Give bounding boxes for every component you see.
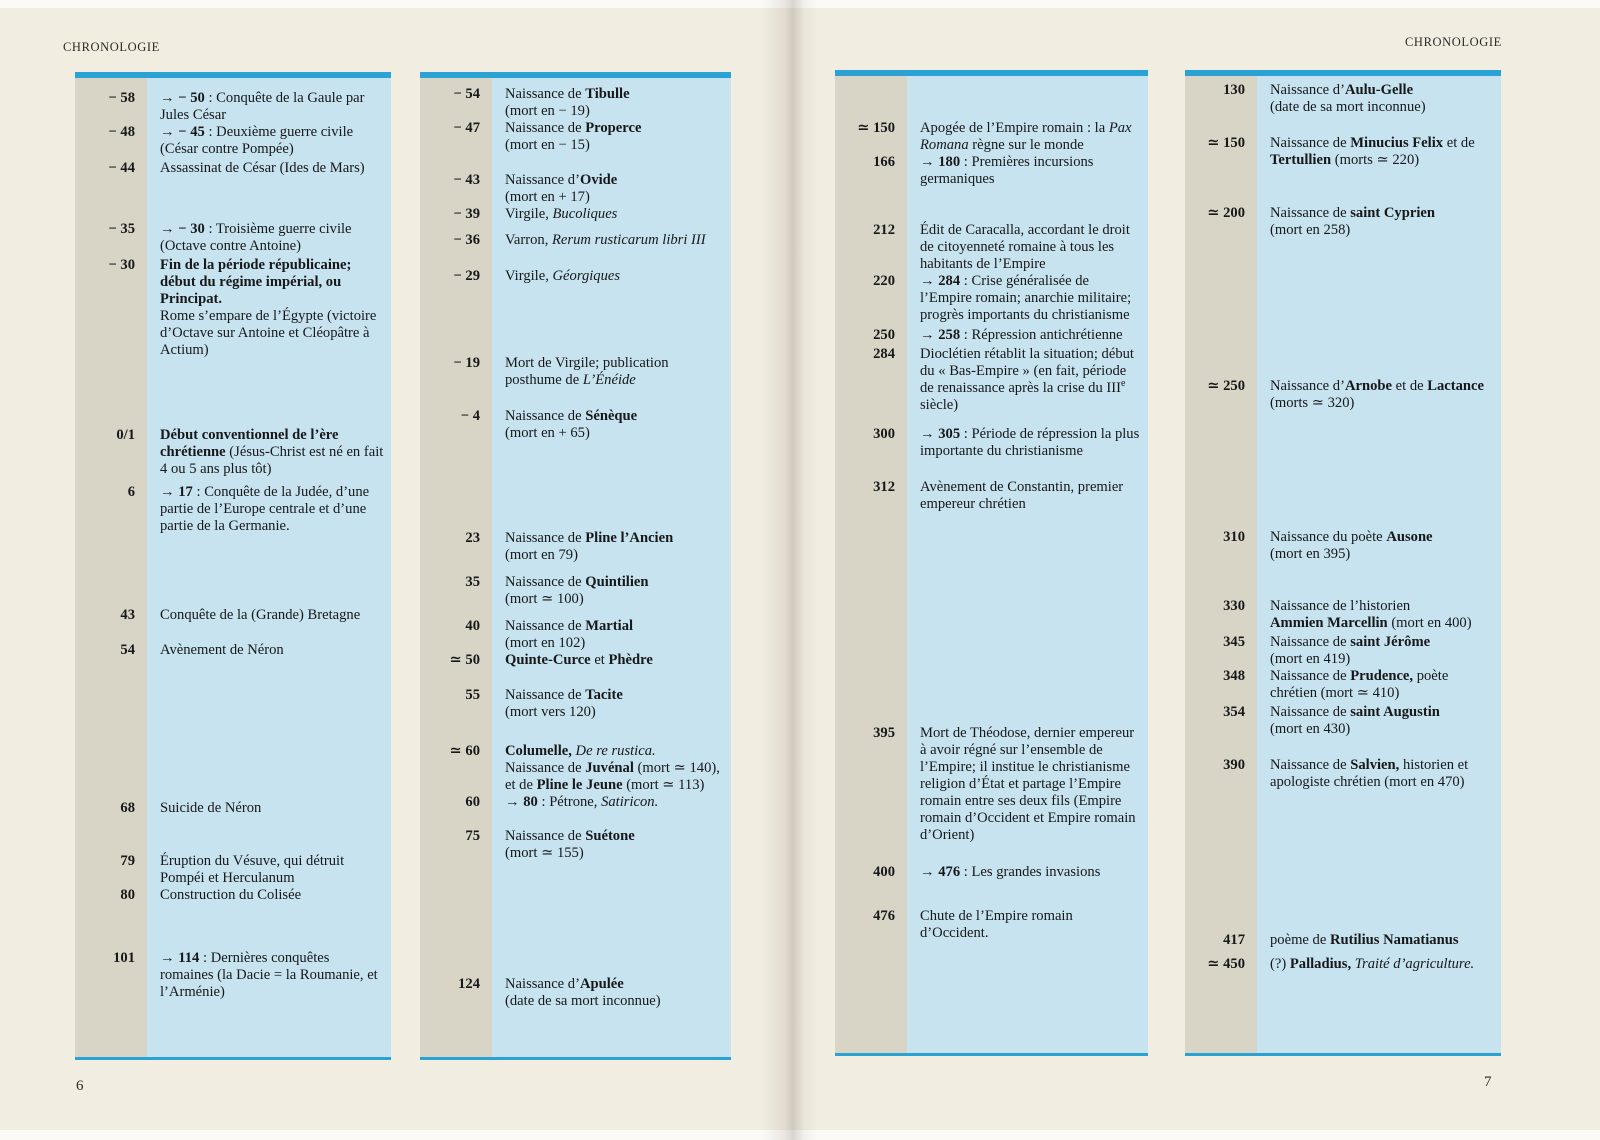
timeline-column-2 (420, 72, 731, 1060)
entry-date: ≃ 450 (1207, 956, 1245, 972)
entry-text: Naissance de Pline l’Ancien (mort en 79) (505, 530, 674, 563)
entry-text: Avènement de Néron (160, 642, 284, 658)
timeline-entry (420, 794, 731, 811)
timeline-entry (420, 618, 731, 652)
timeline-entry (1185, 529, 1501, 563)
timeline-entry (835, 273, 1148, 324)
timeline-entry (1185, 757, 1501, 791)
timeline-entry (835, 327, 1148, 344)
page-fold-shadow (762, 0, 818, 1140)
timeline-entry (1185, 956, 1501, 973)
timeline-entry (420, 743, 731, 794)
entry-date: − 43 (453, 172, 480, 188)
timeline-entry (835, 725, 1148, 844)
timeline-entry (75, 427, 391, 478)
entry-text: Varron, Rerum rusticarum libri III (505, 232, 706, 248)
entry-date: 130 (1223, 82, 1245, 98)
entry-date: 417 (1223, 932, 1245, 948)
timeline-entry (835, 222, 1148, 273)
entry-text: → 80 : Pétrone, Satiricon. (505, 794, 659, 810)
entry-text: Virgile, Géorgiques (505, 268, 621, 284)
entry-text: → 284 : Crise généralisée de l’Empire romain; anarchie militaire; progrès importants du christianisme (920, 273, 1132, 323)
timeline-entry (835, 346, 1148, 414)
entry-date: − 36 (453, 232, 480, 248)
entry-date: 80 (120, 887, 135, 903)
entry-text: → 476 : Les grandes invasions (920, 864, 1101, 880)
entry-text: Édit de Caracalla, accordant le droit de citoyenneté romaine à tous les habitants de l’Empire (920, 222, 1130, 272)
entry-date: 476 (873, 908, 895, 924)
timeline-entry (75, 642, 391, 659)
entry-text: Suicide de Néron (160, 800, 262, 816)
timeline-entry (1185, 668, 1501, 702)
entry-text: Assassinat de César (Ides de Mars) (160, 160, 365, 176)
entry-date: ≃ 200 (1207, 205, 1245, 221)
entry-date: 101 (113, 950, 135, 966)
timeline-entry (1185, 932, 1501, 949)
entry-text: Naissance de l’historien Ammien Marcellin (mort en 400) (1270, 598, 1472, 631)
entry-text: Virgile, Bucoliques (505, 206, 618, 222)
entry-text: Chute de l’Empire romain d’Occident. (920, 908, 1073, 941)
timeline-entry (1185, 378, 1501, 412)
entry-text: Naissance de Prudence, poète chrétien (mort ≃ 410) (1270, 668, 1449, 701)
entry-date: 166 (873, 154, 895, 170)
entry-date: ≃ 250 (1207, 378, 1245, 394)
timeline-entry (420, 652, 731, 669)
timeline-entry (420, 268, 731, 285)
timeline-entry (420, 86, 731, 120)
running-header-left: CHRONOLOGIE (63, 40, 160, 54)
timeline-entry (75, 160, 391, 177)
entry-date: − 29 (453, 268, 480, 284)
entry-date: 345 (1223, 634, 1245, 650)
entry-date: 54 (120, 642, 135, 658)
entry-date: 40 (465, 618, 480, 634)
timeline-entry (75, 887, 391, 904)
entry-text: Naissance de Minucius Felix et de Tertullien (morts ≃ 220) (1270, 135, 1475, 168)
entry-text: → 305 : Période de répression la plus importante du christianisme (920, 426, 1140, 459)
entry-date: 124 (458, 976, 480, 992)
entry-date: 310 (1223, 529, 1245, 545)
entry-text: Naissance de Salvien, historien et apologiste chrétien (mort en 470) (1270, 757, 1469, 790)
timeline-entry (835, 120, 1148, 154)
entry-date: 35 (465, 574, 480, 590)
entry-text: Mort de Théodose, dernier empereur à avoir régné sur l’ensemble de l’Empire; il institue le christianisme religion d’État et partage l’Empire romain entre ses deux fils (Empire romain d’Occident et Empire romain d’Orient) (920, 725, 1136, 843)
timeline-entry (420, 120, 731, 154)
entry-text: (?) Palladius, Traité d’agriculture. (1270, 956, 1475, 972)
page-number-left: 6 (76, 1078, 84, 1094)
entry-text: Mort de Virgile; publication posthume de L’Énéide (505, 355, 669, 388)
entry-text: Naissance de Suétone (mort ≃ 155) (505, 828, 635, 861)
entry-date: 330 (1223, 598, 1245, 614)
entry-date: ≃ 150 (1207, 135, 1245, 151)
timeline-entry (835, 864, 1148, 881)
timeline-entry (835, 154, 1148, 188)
entry-text: → 114 : Dernières conquêtes romaines (la Dacie = la Roumanie, et l’Arménie) (160, 950, 378, 1000)
entry-text: Naissance de saint Jérôme (mort en 419) (1270, 634, 1431, 667)
entry-text: Naissance d’Arnobe et de Lactance (morts ≃ 320) (1270, 378, 1485, 411)
entry-date: 300 (873, 426, 895, 442)
timeline-entry (420, 232, 731, 249)
entry-date: − 47 (453, 120, 480, 136)
entry-date: 220 (873, 273, 895, 289)
entry-text: → − 45 : Deuxième guerre civile (César contre Pompée) (160, 124, 354, 157)
entry-text: Naissance du poète Ausone (mort en 395) (1270, 529, 1433, 562)
entry-date: − 44 (108, 160, 135, 176)
entry-text: → − 50 : Conquête de la Gaule par Jules César (160, 90, 365, 123)
entry-text: Naissance de saint Cyprien (mort en 258) (1270, 205, 1435, 238)
entry-text: Naissance de saint Augustin (mort en 430) (1270, 704, 1440, 737)
entry-text: Naissance d’Aulu-Gelle (date de sa mort inconnue) (1270, 82, 1426, 115)
timeline-entry (75, 124, 391, 158)
entry-text: Avènement de Constantin, premier empereur chrétien (920, 479, 1124, 512)
entry-date: 354 (1223, 704, 1245, 720)
entry-date: 79 (120, 853, 135, 869)
timeline-entry (1185, 135, 1501, 169)
entry-date: ≃ 50 (449, 652, 480, 668)
timeline-entry (1185, 82, 1501, 116)
entry-date: 395 (873, 725, 895, 741)
entry-date: 60 (465, 794, 480, 810)
timeline-entry (75, 853, 391, 887)
entry-date: 312 (873, 479, 895, 495)
page-number-right: 7 (1484, 1074, 1492, 1090)
entry-date: − 4 (460, 408, 480, 424)
timeline-column-1 (75, 72, 391, 1060)
entry-date: − 30 (108, 257, 135, 273)
entry-text: poème de Rutilius Namatianus (1270, 932, 1459, 948)
timeline-entry (835, 479, 1148, 513)
entry-text: Naissance de Properce (mort en − 15) (505, 120, 642, 153)
entry-text: Éruption du Vésuve, qui détruit Pompéi et Herculanum (160, 853, 345, 886)
timeline-entry (420, 172, 731, 206)
timeline-entry (75, 484, 391, 535)
entry-date: ≃ 60 (449, 743, 480, 759)
timeline-column-3 (835, 70, 1148, 1056)
entry-date: 284 (873, 346, 895, 362)
entry-text: Naissance d’Apulée (date de sa mort inconnue) (505, 976, 661, 1009)
entry-text: Apogée de l’Empire romain : la Pax Romana règne sur le monde (920, 120, 1132, 153)
entry-date: − 35 (108, 221, 135, 237)
entry-date: − 48 (108, 124, 135, 140)
timeline-entry (835, 908, 1148, 942)
entry-text: Fin de la période républicaine; début du régime impérial, ou Principat. Rome s’empare de l’Égypte (victoire d’Octave sur Antoine et Cléopâtre à Actium) (160, 257, 377, 358)
timeline-entry (420, 687, 731, 721)
entry-text: Naissance de Sénèque (mort en + 65) (505, 408, 638, 441)
timeline-entry (420, 355, 731, 389)
scan-edge-top (0, 0, 1600, 8)
entry-text: Naissance de Quintilien (mort ≃ 100) (505, 574, 649, 607)
entry-text: Début conventionnel de l’ère chrétienne (Jésus-Christ est né en fait 4 ou 5 ans plus tôt) (160, 427, 384, 477)
timeline-entry (75, 90, 391, 124)
entry-text: Naissance de Martial (mort en 102) (505, 618, 634, 651)
timeline-entry (75, 950, 391, 1001)
timeline-entry (75, 257, 391, 359)
scan-edge-bottom (0, 1130, 1600, 1140)
timeline-entry (420, 574, 731, 608)
timeline-entry (1185, 704, 1501, 738)
entry-date: 43 (120, 607, 135, 623)
timeline-entry (1185, 205, 1501, 239)
entry-date: 55 (465, 687, 480, 703)
entry-date: 400 (873, 864, 895, 880)
entry-text: → 258 : Répression antichrétienne (920, 327, 1123, 343)
entry-date: 250 (873, 327, 895, 343)
entry-date: 75 (465, 828, 480, 844)
entry-date: − 58 (108, 90, 135, 106)
entry-date: 348 (1223, 668, 1245, 684)
entry-date: 390 (1223, 757, 1245, 773)
entry-date: ≃ 150 (857, 120, 895, 136)
timeline-entry (420, 828, 731, 862)
timeline-entry (835, 426, 1148, 460)
timeline-entry (420, 206, 731, 223)
entry-text: → 17 : Conquête de la Judée, d’une partie de l’Europe centrale et d’une partie de la Germanie. (160, 484, 370, 534)
timeline-entry (1185, 634, 1501, 668)
running-header-right: CHRONOLOGIE (1405, 35, 1502, 49)
timeline-column-4 (1185, 70, 1501, 1056)
entry-date: − 19 (453, 355, 480, 371)
timeline-entry (420, 408, 731, 442)
entry-text: → 180 : Premières incursions germaniques (920, 154, 1094, 187)
timeline-entry (75, 800, 391, 817)
timeline-entry (1185, 598, 1501, 632)
timeline-entry (420, 976, 731, 1010)
entry-date: 0/1 (116, 427, 135, 443)
entry-text: Naissance de Tacite (mort vers 120) (505, 687, 623, 720)
entry-text: Construction du Colisée (160, 887, 302, 903)
entry-text: Columelle, De re rustica. Naissance de Juvénal (mort ≃ 140), et de Pline le Jeune (mort ≃ 113) (505, 743, 720, 793)
entry-text: Dioclétien rétablit la situation; début du « Bas-Empire » (en fait, période de renaissance après la crise du IIIe siècle) (920, 346, 1134, 413)
entry-text: → − 30 : Troisième guerre civile (Octave contre Antoine) (160, 221, 352, 254)
entry-date: − 39 (453, 206, 480, 222)
timeline-entry (420, 530, 731, 564)
entry-date: 23 (465, 530, 480, 546)
entry-text: Quinte-Curce et Phèdre (505, 652, 653, 668)
entry-text: Naissance d’Ovide (mort en + 17) (505, 172, 618, 205)
entry-text: Naissance de Tibulle (mort en − 19) (505, 86, 630, 119)
entry-date: 6 (127, 484, 135, 500)
entry-text: Conquête de la (Grande) Bretagne (160, 607, 361, 623)
timeline-entry (75, 607, 391, 624)
entry-date: − 54 (453, 86, 480, 102)
entry-date: 68 (120, 800, 135, 816)
timeline-entry (75, 221, 391, 255)
entry-date: 212 (873, 222, 895, 238)
